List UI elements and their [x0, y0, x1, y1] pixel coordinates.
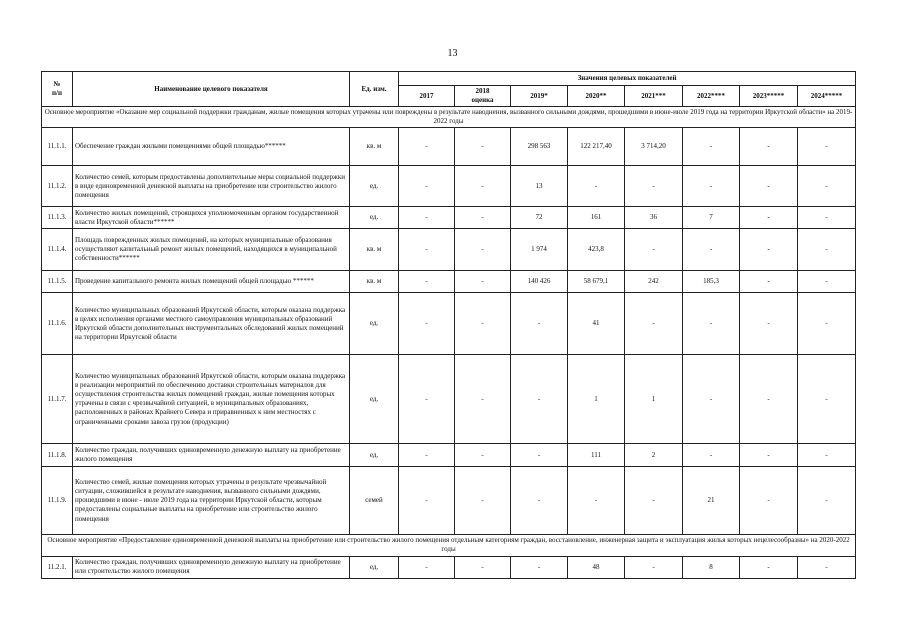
header-year: 2020**: [568, 86, 625, 107]
value-cell: -: [798, 229, 856, 271]
value-cell: -: [568, 467, 625, 535]
value-cell: -: [798, 207, 856, 229]
value-cell: -: [740, 556, 798, 578]
value-cell: -: [625, 293, 683, 355]
value-cell: 48: [568, 556, 625, 578]
indicator-name: Площадь поврежденных жилых помещений, на которых муниципальные образования осуществляют капитальный ремонт жилых помещений, находящихся в муниципальной собственности******: [73, 229, 350, 271]
value-cell: -: [511, 467, 568, 535]
value-cell: -: [798, 444, 856, 467]
value-cell: 185,3: [683, 271, 740, 293]
value-cell: 140 426: [511, 271, 568, 293]
unit-cell: ед.: [350, 556, 399, 578]
value-cell: -: [625, 556, 683, 578]
row-number: 11.1.9.: [42, 467, 73, 535]
page-number: 13: [447, 48, 458, 59]
unit-cell: кв. м: [350, 128, 399, 166]
value-cell: -: [625, 467, 683, 535]
value-cell: -: [798, 293, 856, 355]
indicator-name: Количество граждан, получивших единовременную денежную выплату на приобретение или строительство жилого помещения: [73, 556, 350, 578]
header-num: № п/п: [42, 72, 73, 107]
header-year: 2023*****: [740, 86, 798, 107]
value-cell: -: [511, 556, 568, 578]
value-cell: -: [455, 556, 511, 578]
value-cell: 1: [625, 355, 683, 444]
value-cell: -: [455, 207, 511, 229]
value-cell: -: [740, 444, 798, 467]
value-cell: -: [511, 293, 568, 355]
table-row: [42, 355, 856, 444]
indicator-name: Количество граждан, получивших единовременную денежную выплату на приобретение жилого помещения: [73, 444, 350, 467]
value-cell: 1: [568, 355, 625, 444]
value-cell: 161: [568, 207, 625, 229]
row-number: 11.1.7.: [42, 355, 73, 444]
value-cell: -: [625, 166, 683, 207]
row-number: 11.1.2.: [42, 166, 73, 207]
section-title: Основное мероприятие «Оказание мер социальной поддержки гражданам, жилые помещения которых утрачены или повреждены в результате наводнения, вызванного сильными дождями, прошедшими в июне-июле 2019 года на территории Иркутской области» на 2019-2022 годы: [42, 107, 856, 128]
value-cell: -: [740, 293, 798, 355]
value-cell: -: [511, 355, 568, 444]
indicator-name: Обеспечение граждан жилыми помещениями общей площадью******: [73, 128, 350, 166]
value-cell: -: [798, 166, 856, 207]
value-cell: 13: [511, 166, 568, 207]
table-row: [42, 467, 856, 535]
unit-cell: кв. м: [350, 271, 399, 293]
row-number: 11.1.1.: [42, 128, 73, 166]
indicator-name: Количество жилых помещений, строящихся уполномоченным органом государственной власти Иркутской области******: [73, 207, 350, 229]
header-year: 2022****: [683, 86, 740, 107]
value-cell: 36: [625, 207, 683, 229]
unit-cell: ед.: [350, 355, 399, 444]
value-cell: -: [455, 355, 511, 444]
header-name: Наименование целевого показателя: [73, 72, 350, 107]
header-year: 2019*: [511, 86, 568, 107]
value-cell: -: [399, 444, 455, 467]
header-year: 2018 оценка: [455, 86, 511, 107]
value-cell: -: [740, 207, 798, 229]
value-cell: -: [798, 355, 856, 444]
value-cell: -: [740, 128, 798, 166]
value-cell: -: [625, 229, 683, 271]
unit-cell: семей: [350, 467, 399, 535]
header-year: 2021***: [625, 86, 683, 107]
value-cell: -: [683, 229, 740, 271]
value-cell: -: [455, 166, 511, 207]
value-cell: -: [455, 128, 511, 166]
value-cell: -: [399, 207, 455, 229]
value-cell: -: [683, 355, 740, 444]
row-number: 11.1.4.: [42, 229, 73, 271]
table-row: [42, 293, 856, 355]
value-cell: 41: [568, 293, 625, 355]
value-cell: 21: [683, 467, 740, 535]
value-cell: -: [683, 128, 740, 166]
value-cell: -: [683, 166, 740, 207]
value-cell: -: [740, 271, 798, 293]
indicator-name: Количество муниципальных образований Иркутской области, которым оказана поддержка в целях исполнения органами местного самоуправления муниципальных образований Иркутской области дополнительных инструментальных обследований жилых помещений на территории Иркутской области: [73, 293, 350, 355]
table-row: [42, 166, 856, 207]
unit-cell: ед.: [350, 293, 399, 355]
value-cell: -: [399, 271, 455, 293]
value-cell: -: [798, 271, 856, 293]
table-row: [42, 444, 856, 467]
value-cell: -: [683, 444, 740, 467]
header-values-group: Значения целевых показателей: [399, 72, 856, 86]
row-number: 11.1.3.: [42, 207, 73, 229]
value-cell: -: [399, 229, 455, 271]
value-cell: -: [798, 467, 856, 535]
section-title: Основное мероприятие «Предоставление единовременной денежной выплаты на приобретение или строительство жилого помещения отдельным категориям граждан, восстановление, инженерная защита и эксплуатация жилья которых нецелесообразны» на 2020-2022 годы: [42, 535, 856, 556]
value-cell: -: [399, 293, 455, 355]
value-cell: 7: [683, 207, 740, 229]
row-number: 11.2.1.: [42, 556, 73, 578]
value-cell: 242: [625, 271, 683, 293]
value-cell: -: [399, 467, 455, 535]
value-cell: 423,8: [568, 229, 625, 271]
value-cell: -: [740, 467, 798, 535]
value-cell: -: [399, 166, 455, 207]
header-year: 2024*****: [798, 86, 856, 107]
value-cell: -: [798, 556, 856, 578]
value-cell: -: [455, 271, 511, 293]
value-cell: 111: [568, 444, 625, 467]
indicator-name: Количество семей, которым предоставлены дополнительные меры социальной поддержки в виде единовременной денежной выплаты на приобретение или строительство жилого помещения: [73, 166, 350, 207]
value-cell: 3 714,20: [625, 128, 683, 166]
header-year: 2017: [399, 86, 455, 107]
unit-cell: ед.: [350, 444, 399, 467]
row-number: 11.1.8.: [42, 444, 73, 467]
value-cell: -: [683, 293, 740, 355]
value-cell: 122 217,40: [568, 128, 625, 166]
target-indicators-table: [41, 71, 856, 579]
value-cell: -: [455, 444, 511, 467]
value-cell: 72: [511, 207, 568, 229]
value-cell: -: [399, 355, 455, 444]
value-cell: -: [798, 128, 856, 166]
value-cell: -: [455, 293, 511, 355]
value-cell: -: [740, 166, 798, 207]
value-cell: -: [568, 166, 625, 207]
indicator-name: Количество семей, жилые помещения которых утрачены в результате чрезвычайной ситуации, сложившейся в результате наводнения, вызванного сильными дождями, прошедшими в июне - июле 2019 года на территории Иркутской области, которым предоставлены социальные выплаты на приобретение или строительство жилого помещения: [73, 467, 350, 535]
table-row: [42, 271, 856, 293]
table-row: [42, 229, 856, 271]
table-row: [42, 207, 856, 229]
row-number: 11.1.5.: [42, 271, 73, 293]
value-cell: -: [455, 229, 511, 271]
indicator-name: Проведение капитального ремонта жилых помещений общей площадью ******: [73, 271, 350, 293]
value-cell: 2: [625, 444, 683, 467]
value-cell: 1 974: [511, 229, 568, 271]
indicator-name: Количество муниципальных образований Иркутской области, которым оказана поддержка в реализации мероприятий по обеспечению доставки строительных материалов для осуществления строительства жилых помещений граждан, жилые помещения которых утрачены в связи с чрезвычайной ситуацией, в муниципальных образованиях, расположенных в районах Крайнего Севера и приравненных к ним местностях с ограниченными сроками завоза грузов (продукции): [73, 355, 350, 444]
unit-cell: ед.: [350, 207, 399, 229]
table-row: [42, 556, 856, 578]
value-cell: -: [740, 229, 798, 271]
table-row: [42, 128, 856, 166]
unit-cell: ед.: [350, 166, 399, 207]
value-cell: -: [740, 355, 798, 444]
header-unit: Ед. изм.: [350, 72, 399, 107]
value-cell: -: [455, 467, 511, 535]
unit-cell: кв. м: [350, 229, 399, 271]
row-number: 11.1.6.: [42, 293, 73, 355]
value-cell: -: [399, 128, 455, 166]
value-cell: -: [399, 556, 455, 578]
value-cell: -: [511, 444, 568, 467]
value-cell: 8: [683, 556, 740, 578]
value-cell: 298 563: [511, 128, 568, 166]
value-cell: 58 679,1: [568, 271, 625, 293]
